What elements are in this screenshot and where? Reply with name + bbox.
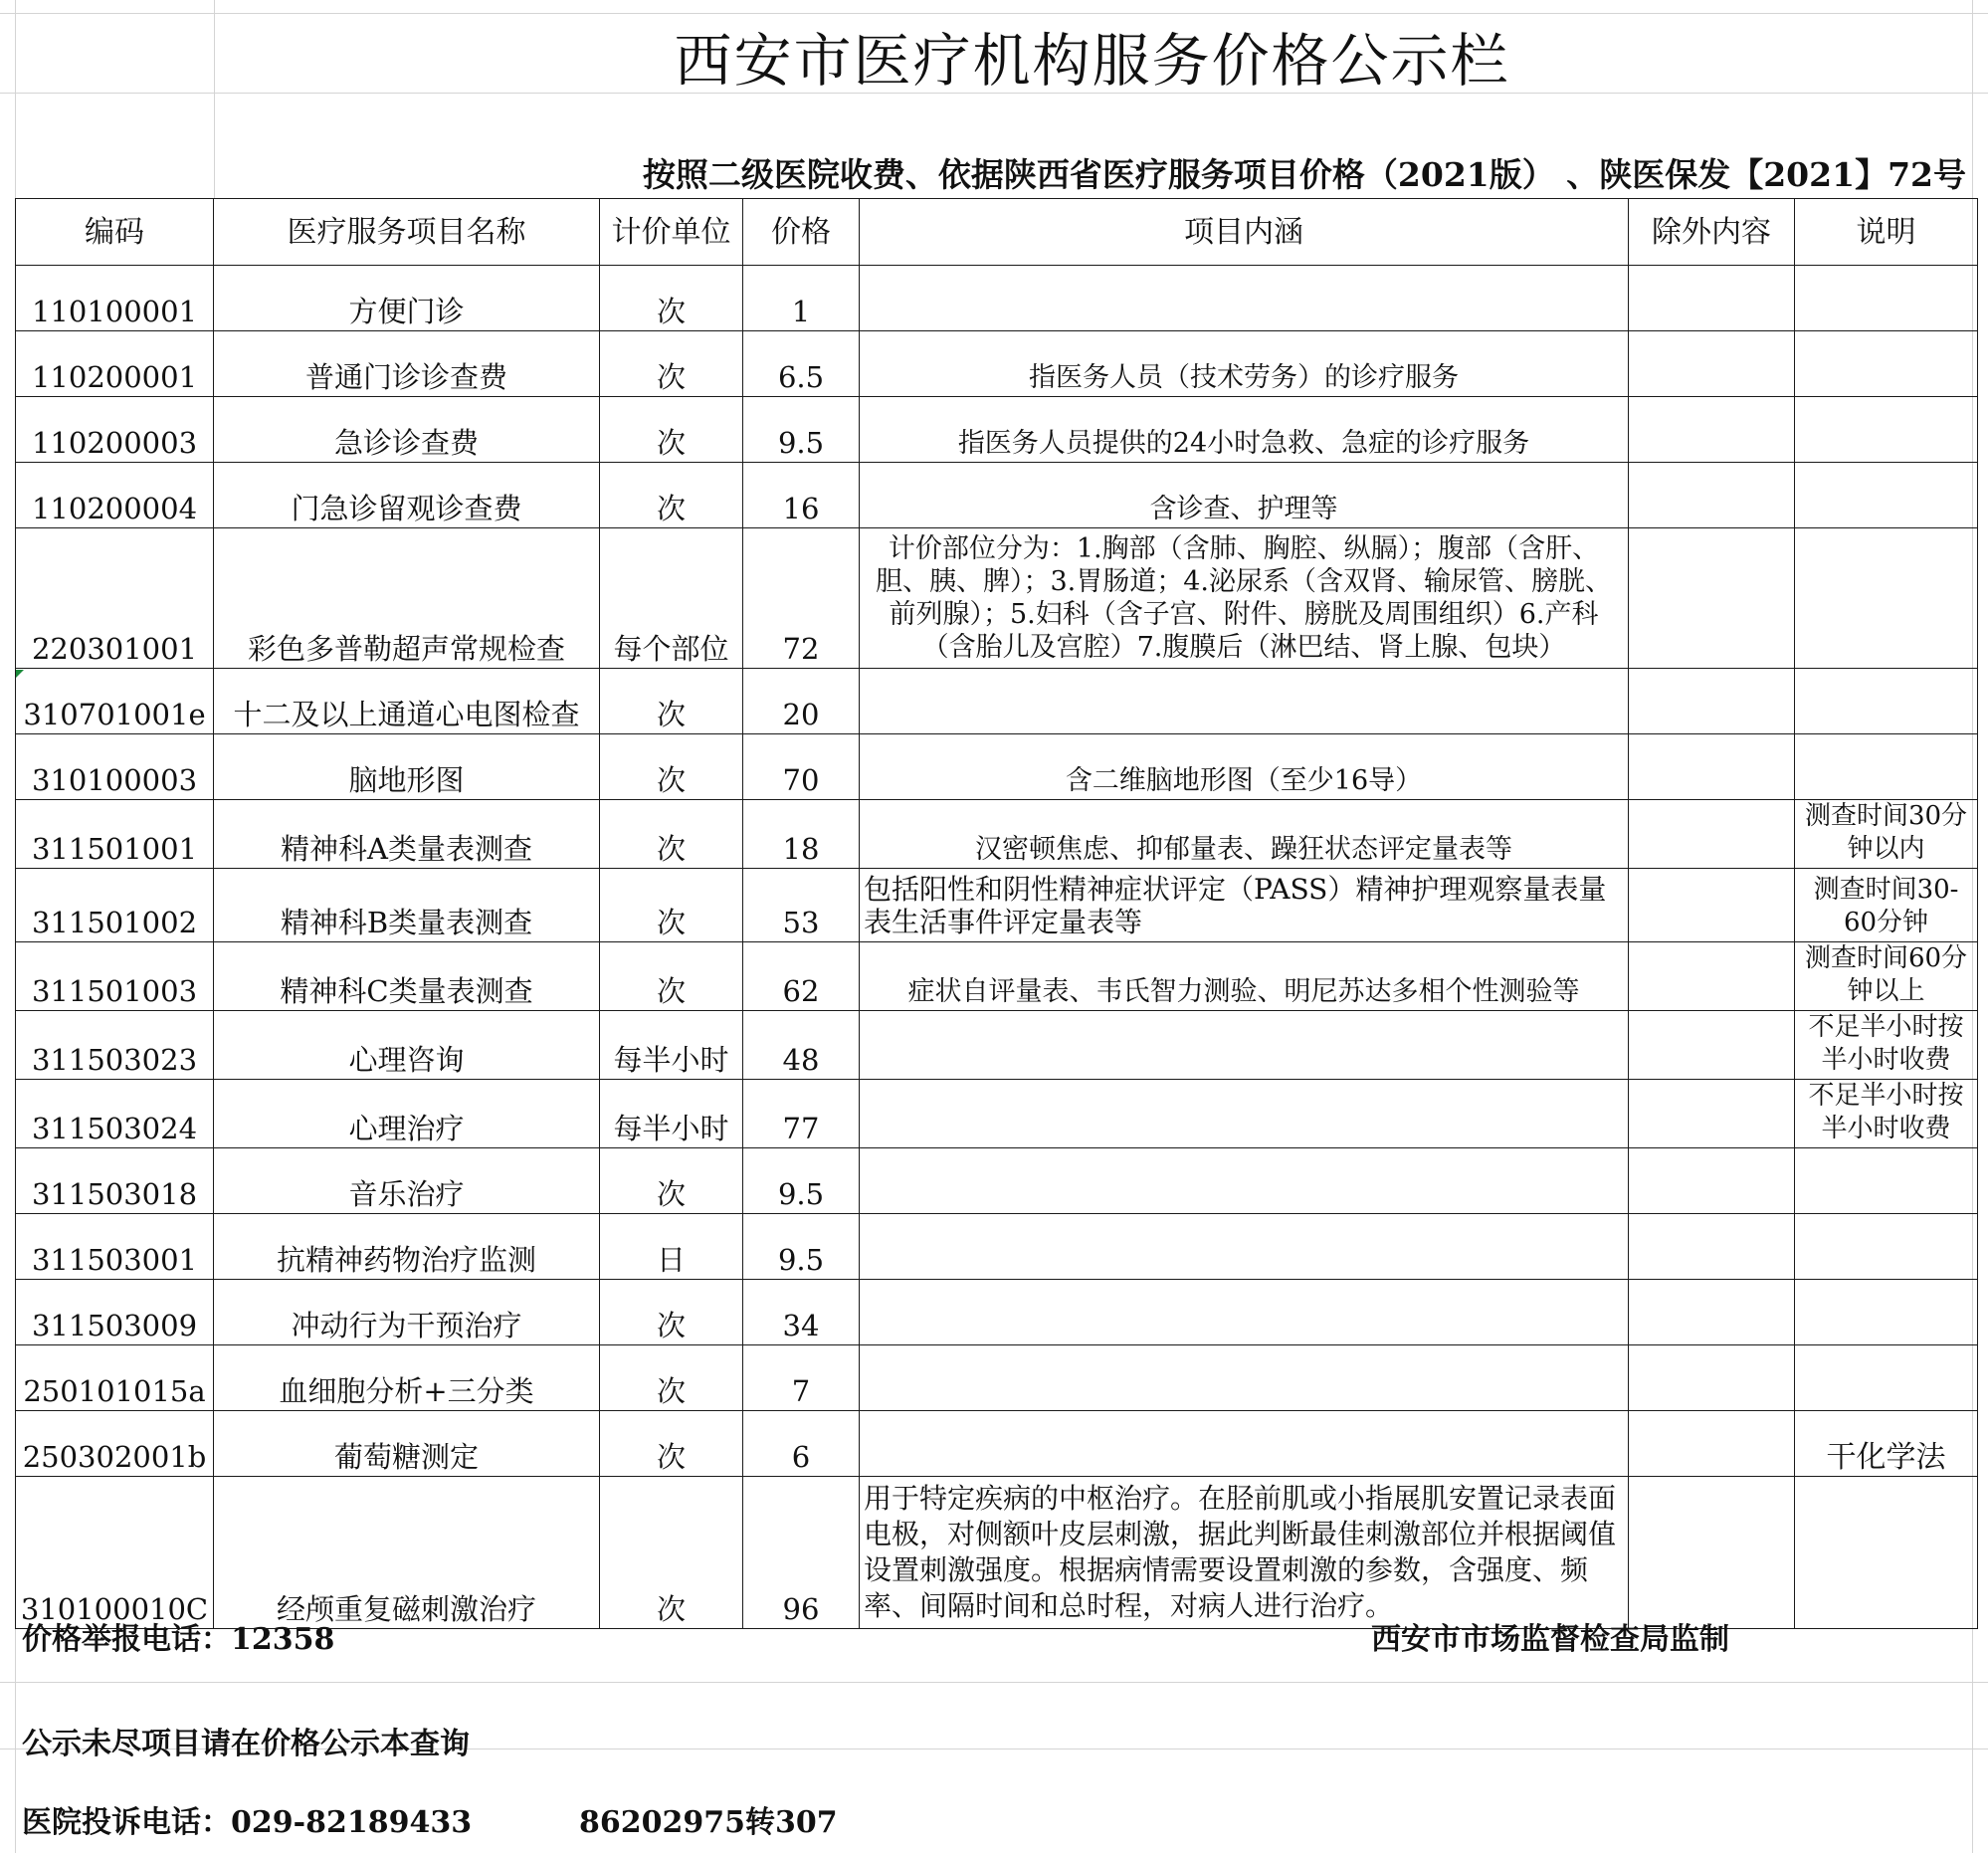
- table-row: [16, 1477, 1978, 1629]
- row-code: 110100001: [16, 266, 214, 331]
- row-unit: 次: [600, 1148, 743, 1214]
- row-content: [860, 1280, 1629, 1345]
- row-note: [1795, 1148, 1978, 1214]
- table-row: [16, 528, 1978, 669]
- row-name: 心理咨询: [214, 1011, 600, 1080]
- row-code: 110200001: [16, 331, 214, 397]
- row-name: 血细胞分析+三分类: [214, 1345, 600, 1411]
- row-content: [860, 1148, 1629, 1214]
- grid-line: [0, 13, 1988, 14]
- table-row: [16, 266, 1978, 331]
- row-note: [1795, 266, 1978, 331]
- row-price: 20: [743, 669, 860, 734]
- row-content: 计价部位分为：1.胸部（含肺、胸腔、纵膈）；腹部（含肝、胆、胰、脾）；3.胃肠道；4.泌尿系（含双肾、输尿管、膀胱、前列腺）；5.妇科（含子宫、附件、膀胱及周围组织）6.产科（含胎儿及宫腔）7.腹膜后（淋巴结、肾上腺、包块）: [860, 528, 1629, 669]
- row-code: 110200004: [16, 463, 214, 528]
- row-price: 7: [743, 1345, 860, 1411]
- table-row: [16, 800, 1978, 869]
- row-unit: 次: [600, 397, 743, 463]
- row-content: [860, 1214, 1629, 1280]
- row-note: [1795, 331, 1978, 397]
- row-unit: 每个部位: [600, 528, 743, 669]
- row-content: [860, 1080, 1629, 1148]
- table-row: [16, 1080, 1978, 1148]
- table-row: [16, 1280, 1978, 1345]
- row-excluded: [1629, 528, 1795, 669]
- row-note: [1795, 1345, 1978, 1411]
- row-code: 311501001: [16, 800, 214, 869]
- row-excluded: [1629, 1214, 1795, 1280]
- page-title: 西安市医疗机构服务价格公示栏: [674, 27, 1510, 95]
- row-code: 311503018: [16, 1148, 214, 1214]
- row-code: 310701001e: [16, 669, 214, 734]
- row-price: 6.5: [743, 331, 860, 397]
- row-unit: 每半小时: [600, 1080, 743, 1148]
- row-excluded: [1629, 266, 1795, 331]
- supervisor-label: 西安市市场监督检查局监制: [1371, 1622, 1729, 1657]
- row-price: 62: [743, 942, 860, 1011]
- header-unit: 计价单位: [600, 199, 743, 266]
- row-excluded: [1629, 397, 1795, 463]
- row-excluded: [1629, 1148, 1795, 1214]
- row-note: [1795, 669, 1978, 734]
- subtitle: 按照二级医院收费、依据陕西省医疗服务项目价格（2021版） 、陕医保发【2021】72号: [642, 155, 1966, 194]
- row-note: [1795, 1280, 1978, 1345]
- row-price: 96: [743, 1477, 860, 1629]
- row-excluded: [1629, 869, 1795, 942]
- row-note: 测查时间30-60分钟: [1795, 869, 1978, 942]
- header-price: 价格: [743, 199, 860, 266]
- row-note: 测查时间30分钟以内: [1795, 800, 1978, 869]
- row-price: 18: [743, 800, 860, 869]
- row-excluded: [1629, 942, 1795, 1011]
- row-note: [1795, 528, 1978, 669]
- row-price: 34: [743, 1280, 860, 1345]
- row-content: 包括阳性和阴性精神症状评定（PASS）精神护理观察量表量表生活事件评定量表等: [860, 869, 1629, 942]
- row-name: 脑地形图: [214, 734, 600, 800]
- table-row: [16, 1411, 1978, 1477]
- row-price: 77: [743, 1080, 860, 1148]
- row-content: [860, 669, 1629, 734]
- header-content: 项目内涵: [860, 199, 1629, 266]
- header-name: 医疗服务项目名称: [214, 199, 600, 266]
- table-row: [16, 669, 1978, 734]
- row-content: 指医务人员提供的24小时急救、急症的诊疗服务: [860, 397, 1629, 463]
- header-excluded: 除外内容: [1629, 199, 1795, 266]
- row-price: 1: [743, 266, 860, 331]
- row-excluded: [1629, 669, 1795, 734]
- row-price: 53: [743, 869, 860, 942]
- row-name: 精神科B类量表测查: [214, 869, 600, 942]
- row-name: 方便门诊: [214, 266, 600, 331]
- row-unit: 次: [600, 800, 743, 869]
- row-excluded: [1629, 1411, 1795, 1477]
- row-note: 测查时间60分钟以上: [1795, 942, 1978, 1011]
- row-note: 不足半小时按半小时收费: [1795, 1080, 1978, 1148]
- row-name: 急诊诊查费: [214, 397, 600, 463]
- row-note: 干化学法: [1795, 1411, 1978, 1477]
- header-code: 编码: [16, 199, 214, 266]
- row-excluded: [1629, 331, 1795, 397]
- row-excluded: [1629, 1345, 1795, 1411]
- table-row: [16, 397, 1978, 463]
- row-code: 220301001: [16, 528, 214, 669]
- row-code: 110200003: [16, 397, 214, 463]
- row-unit: 次: [600, 1411, 743, 1477]
- report-phone: 价格举报电话：12358: [22, 1622, 335, 1657]
- table-row: [16, 1214, 1978, 1280]
- row-excluded: [1629, 800, 1795, 869]
- row-content: [860, 266, 1629, 331]
- row-name: 精神科C类量表测查: [214, 942, 600, 1011]
- table-row: [16, 1345, 1978, 1411]
- row-excluded: [1629, 1477, 1795, 1629]
- row-name: 十二及以上通道心电图检查: [214, 669, 600, 734]
- row-content: 含二维脑地形图（至少16导）: [860, 734, 1629, 800]
- row-unit: 次: [600, 1477, 743, 1629]
- row-excluded: [1629, 734, 1795, 800]
- row-note: 不足半小时按半小时收费: [1795, 1011, 1978, 1080]
- table-row: [16, 869, 1978, 942]
- row-name: 抗精神药物治疗监测: [214, 1214, 600, 1280]
- row-content: 汉密顿焦虑、抑郁量表、躁狂状态评定量表等: [860, 800, 1629, 869]
- row-note: [1795, 463, 1978, 528]
- row-note: [1795, 1214, 1978, 1280]
- complaint-phone: 医院投诉电话：029-82189433: [22, 1805, 473, 1840]
- row-excluded: [1629, 1080, 1795, 1148]
- row-unit: 次: [600, 869, 743, 942]
- row-code: 310100003: [16, 734, 214, 800]
- row-unit: 次: [600, 1345, 743, 1411]
- row-unit: 次: [600, 942, 743, 1011]
- row-excluded: [1629, 1011, 1795, 1080]
- table-row: [16, 942, 1978, 1011]
- row-code: 310100010C: [16, 1477, 214, 1629]
- row-name: 门急诊留观诊查费: [214, 463, 600, 528]
- row-code: 311501002: [16, 869, 214, 942]
- row-name: 彩色多普勒超声常规检查: [214, 528, 600, 669]
- row-name: 经颅重复磁刺激治疗: [214, 1477, 600, 1629]
- row-content: 用于特定疾病的中枢治疗。在胫前肌或小指展肌安置记录表面电极，对侧额叶皮层刺激，据此判断最佳刺激部位并根据阈值设置刺激强度。根据病情需要设置刺激的参数，含强度、频率、间隔时间和总时程，对病人进行治疗。: [860, 1477, 1629, 1629]
- row-unit: 次: [600, 669, 743, 734]
- table-row: [16, 1148, 1978, 1214]
- row-unit: 次: [600, 734, 743, 800]
- price-table: [15, 198, 1978, 1629]
- row-code: 250101015a: [16, 1345, 214, 1411]
- table-row: [16, 734, 1978, 800]
- row-unit: 次: [600, 463, 743, 528]
- row-content: 含诊查、护理等: [860, 463, 1629, 528]
- table-row: [16, 331, 1978, 397]
- notice-text: 公示未尽项目请在价格公示本查询: [22, 1727, 470, 1761]
- row-content: 指医务人员（技术劳务）的诊疗服务: [860, 331, 1629, 397]
- row-note: [1795, 397, 1978, 463]
- row-content: [860, 1011, 1629, 1080]
- row-price: 6: [743, 1411, 860, 1477]
- table-row: [16, 1011, 1978, 1080]
- row-content: [860, 1411, 1629, 1477]
- row-name: 心理治疗: [214, 1080, 600, 1148]
- complaint-phone-extension: 86202975转307: [579, 1805, 838, 1840]
- row-note: [1795, 734, 1978, 800]
- header-note: 说明: [1795, 199, 1978, 266]
- row-name: 葡萄糖测定: [214, 1411, 600, 1477]
- row-code: 311501003: [16, 942, 214, 1011]
- row-price: 72: [743, 528, 860, 669]
- row-excluded: [1629, 463, 1795, 528]
- row-name: 冲动行为干预治疗: [214, 1280, 600, 1345]
- row-name: 精神科A类量表测查: [214, 800, 600, 869]
- row-unit: 次: [600, 266, 743, 331]
- row-price: 9.5: [743, 1148, 860, 1214]
- row-code: 311503001: [16, 1214, 214, 1280]
- row-code: 311503024: [16, 1080, 214, 1148]
- row-name: 普通门诊诊查费: [214, 331, 600, 397]
- row-name: 音乐治疗: [214, 1148, 600, 1214]
- row-code: 250302001b: [16, 1411, 214, 1477]
- row-content: 症状自评量表、韦氏智力测验、明尼苏达多相个性测验等: [860, 942, 1629, 1011]
- row-unit: 次: [600, 1280, 743, 1345]
- row-excluded: [1629, 1280, 1795, 1345]
- row-code: 311503009: [16, 1280, 214, 1345]
- row-content: [860, 1345, 1629, 1411]
- row-price: 16: [743, 463, 860, 528]
- row-price: 70: [743, 734, 860, 800]
- grid-line: [0, 1682, 1988, 1683]
- row-unit: 日: [600, 1214, 743, 1280]
- row-unit: 次: [600, 331, 743, 397]
- table-row: [16, 463, 1978, 528]
- row-price: 48: [743, 1011, 860, 1080]
- row-note: [1795, 1477, 1978, 1629]
- row-price: 9.5: [743, 1214, 860, 1280]
- row-unit: 每半小时: [600, 1011, 743, 1080]
- table-header-row: [16, 199, 1978, 266]
- row-code: 311503023: [16, 1011, 214, 1080]
- row-price: 9.5: [743, 397, 860, 463]
